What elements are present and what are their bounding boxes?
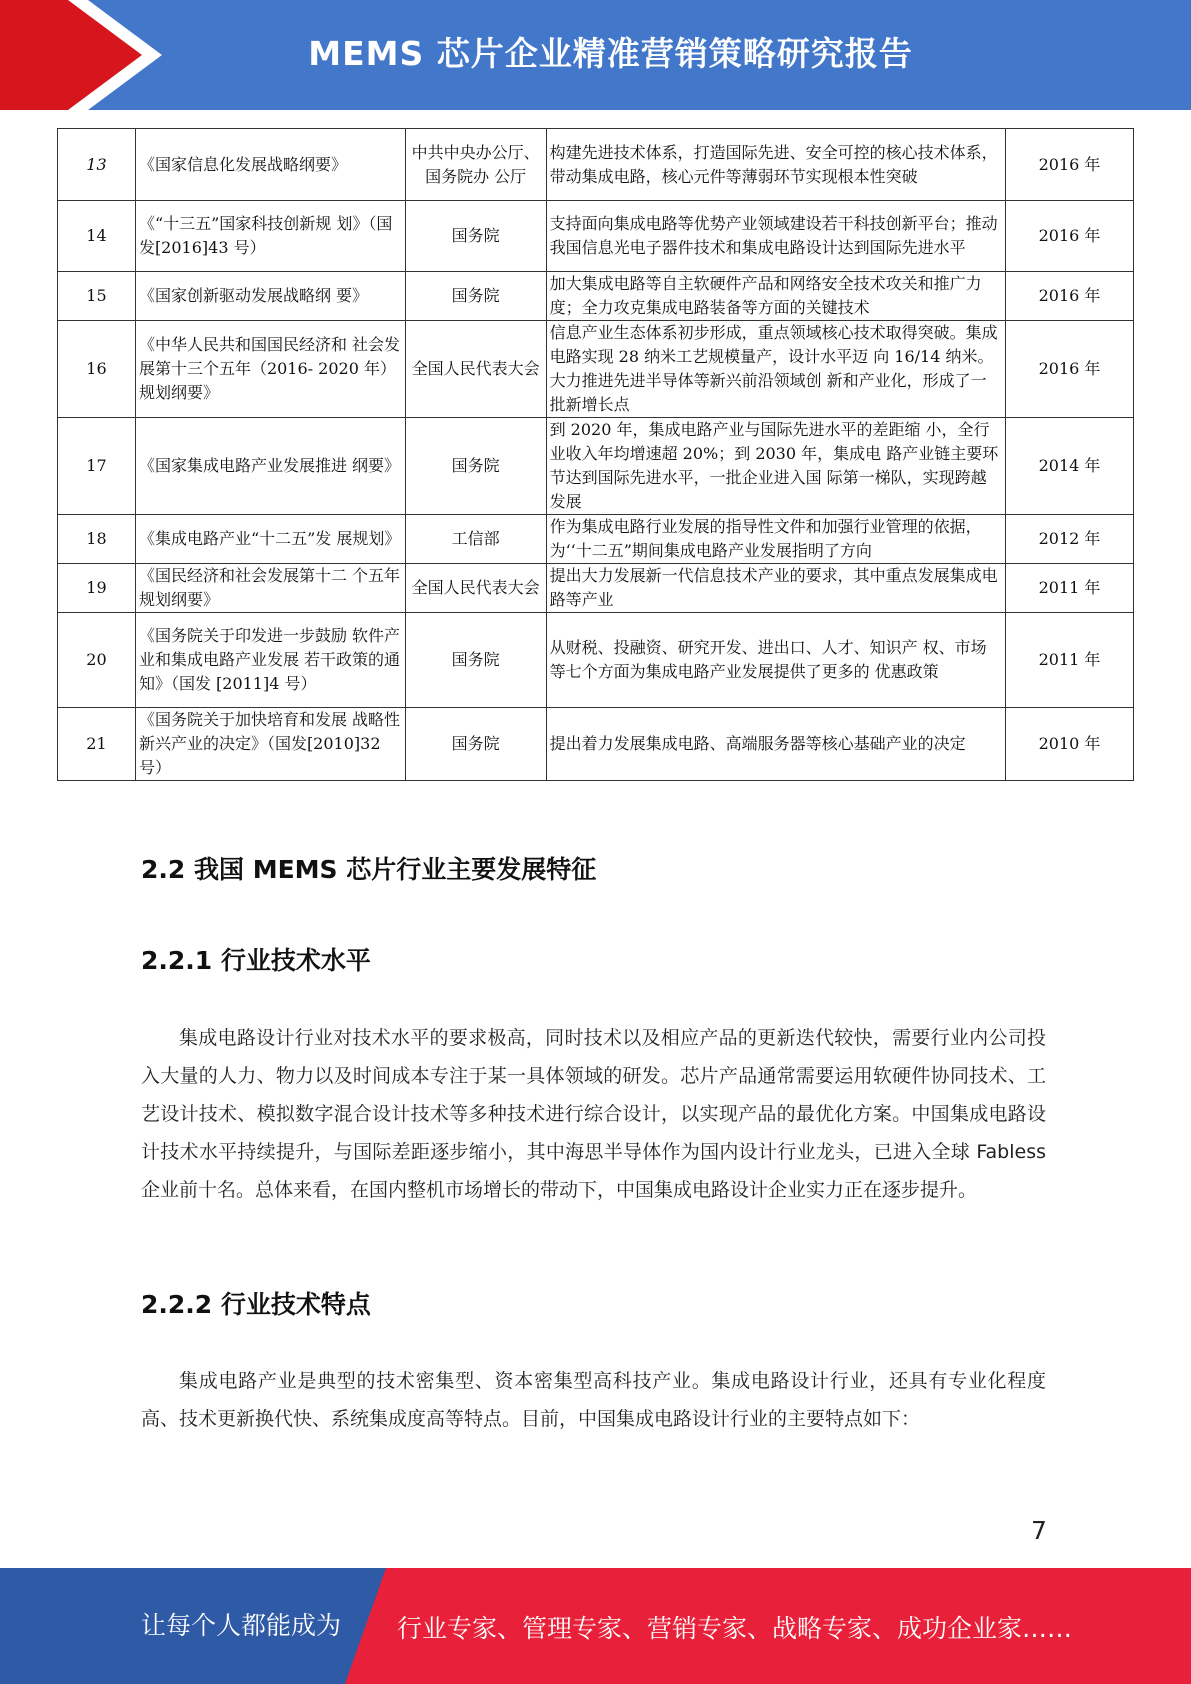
policy-document: 《国务院关于加快培育和发展 战略性新兴产业的决定》（国发[2010]32 号） xyxy=(135,708,405,781)
issuing-department: 国务院 xyxy=(405,201,546,272)
footer-slogan-left: 让每个人都能成为 xyxy=(141,1611,342,1640)
row-number: 14 xyxy=(58,201,136,272)
release-year: 2016 年 xyxy=(1006,201,1134,272)
release-year: 2016 年 xyxy=(1006,321,1134,418)
table-row xyxy=(58,515,1134,564)
table-row xyxy=(58,201,1134,272)
policy-document: 《国民经济和社会发展第十二 个五年规划纲要》 xyxy=(135,564,405,613)
policy-content: 构建先进技术体系，打造国际先进、安全可控的核心技术体系，带动集成电路，核心元件等薄弱环节实现根本性突破 xyxy=(546,129,1006,201)
table-row xyxy=(58,613,1134,708)
policy-document: 《中华人民共和国国民经济和 社会发展第十三个五年（2016- 2020 年）规划纲要》 xyxy=(135,321,405,418)
footer-slogan-right: 行业专家、管理专家、营销专家、战略专家、成功企业家…… xyxy=(397,1614,1073,1643)
page-number: 7 xyxy=(1031,1516,1047,1545)
paragraph-technology-level: 集成电路设计行业对技术水平的要求极高，同时技术以及相应产品的更新迭代较快，需要行业内公司投入大量的人力、物力以及时间成本专注于某一具体领域的研发。芯片产品通常需要运用软硬件协同技术、工艺设计技术、模拟数字混合设计技术等多种技术进行综合设计，以实现产品的最优化方案。中国集成电路设计技术水平持续提升，与国际差距逐步缩小，其中海思半导体作为国内设计行业龙头，已进入全球 Fabless 企业前十名。总体来看，在国内整机市场增长的带动下，中国集成电路设计企业实力正在逐步提升。 xyxy=(141,1027,1046,1201)
row-number: 18 xyxy=(58,515,136,564)
section-heading-2-2-2: 2.2.2 行业技术特点 xyxy=(141,1290,371,1319)
policy-content: 加大集成电路等自主软硬件产品和网络安全技术攻关和推广力度；全力攻克集成电路装备等方面的关键技术 xyxy=(546,272,1006,321)
release-year: 2016 年 xyxy=(1006,129,1134,201)
release-year: 2016 年 xyxy=(1006,272,1134,321)
row-number: 17 xyxy=(58,418,136,515)
issuing-department: 国务院 xyxy=(405,418,546,515)
section-heading-2-2: 2.2 我国 MEMS 芯片行业主要发展特征 xyxy=(141,855,597,884)
table-row xyxy=(58,321,1134,418)
table-row xyxy=(58,418,1134,515)
policy-table xyxy=(57,128,1134,781)
release-year: 2012 年 xyxy=(1006,515,1134,564)
release-year: 2010 年 xyxy=(1006,708,1134,781)
policy-document: 《“十三五”国家科技创新规 划》（国发[2016]43 号） xyxy=(135,201,405,272)
section-heading-2-2-1: 2.2.1 行业技术水平 xyxy=(141,946,371,975)
issuing-department: 国务院 xyxy=(405,613,546,708)
table-row xyxy=(58,272,1134,321)
page-footer xyxy=(0,1568,1191,1684)
policy-document: 《国家集成电路产业发展推进 纲要》 xyxy=(135,418,405,515)
issuing-department: 国务院 xyxy=(405,272,546,321)
issuing-department: 工信部 xyxy=(405,515,546,564)
policy-content: 支持面向集成电路等优势产业领域建设若干科技创新平台；推动我国信息光电子器件技术和集成电路设计达到国际先进水平 xyxy=(546,201,1006,272)
policy-content: 作为集成电路行业发展的指导性文件和加强行业管理的依据，为‘‘十二五”期间集成电路产业发展指明了方向 xyxy=(546,515,1006,564)
issuing-department: 中共中央办公厅、国务院办 公厅 xyxy=(405,129,546,201)
policy-content: 信息产业生态体系初步形成，重点领域核心技术取得突破。集成电路实现 28 纳米工艺规模量产，设计水平迈 向 16/14 纳米。大力推进先进半导体等新兴前沿领域创 新和产业化，形成了一批新增长点 xyxy=(546,321,1006,418)
issuing-department: 国务院 xyxy=(405,708,546,781)
issuing-department: 全国人民代表大会 xyxy=(405,564,546,613)
policy-content: 到 2020 年，集成电路产业与国际先进水平的差距缩 小，全行业收入年均增速超 20%；到 2030 年，集成电 路产业链主要环节达到国际先进水平，一批企业进入国 际第一梯队，实现跨越发展 xyxy=(546,418,1006,515)
row-number: 16 xyxy=(58,321,136,418)
table-row xyxy=(58,129,1134,201)
policy-document: 《国家信息化发展战略纲要》 xyxy=(135,129,405,201)
row-number: 19 xyxy=(58,564,136,613)
policy-content: 从财税、投融资、研究开发、进出口、人才、知识产 权、市场等七个方面为集成电路产业发展提供了更多的 优惠政策 xyxy=(546,613,1006,708)
release-year: 2011 年 xyxy=(1006,613,1134,708)
release-year: 2014 年 xyxy=(1006,418,1134,515)
page-header xyxy=(0,0,1191,110)
row-number: 13 xyxy=(58,129,136,201)
policy-document: 《国务院关于印发进一步鼓励 软件产业和集成电路产业发展 若干政策的通知》（国发 [2011]4 号） xyxy=(135,613,405,708)
issuing-department: 全国人民代表大会 xyxy=(405,321,546,418)
paragraph-technology-features: 集成电路产业是典型的技术密集型、资本密集型高科技产业。集成电路设计行业，还具有专业化程度高、技术更新换代快、系统集成度高等特点。目前，中国集成电路设计行业的主要特点如下： xyxy=(141,1370,1046,1430)
table-row xyxy=(58,708,1134,781)
release-year: 2011 年 xyxy=(1006,564,1134,613)
row-number: 15 xyxy=(58,272,136,321)
report-title: MEMS 芯片企业精准营销策略研究报告 xyxy=(308,34,913,73)
policy-document: 《集成电路产业“十二五”发 展规划》 xyxy=(135,515,405,564)
policy-content: 提出大力发展新一代信息技术产业的要求，其中重点发展集成电路等产业 xyxy=(546,564,1006,613)
policy-document: 《国家创新驱动发展战略纲 要》 xyxy=(135,272,405,321)
policy-content: 提出着力发展集成电路、高端服务器等核心基础产业的决定 xyxy=(546,708,1006,781)
row-number: 20 xyxy=(58,613,136,708)
table-row xyxy=(58,564,1134,613)
row-number: 21 xyxy=(58,708,136,781)
